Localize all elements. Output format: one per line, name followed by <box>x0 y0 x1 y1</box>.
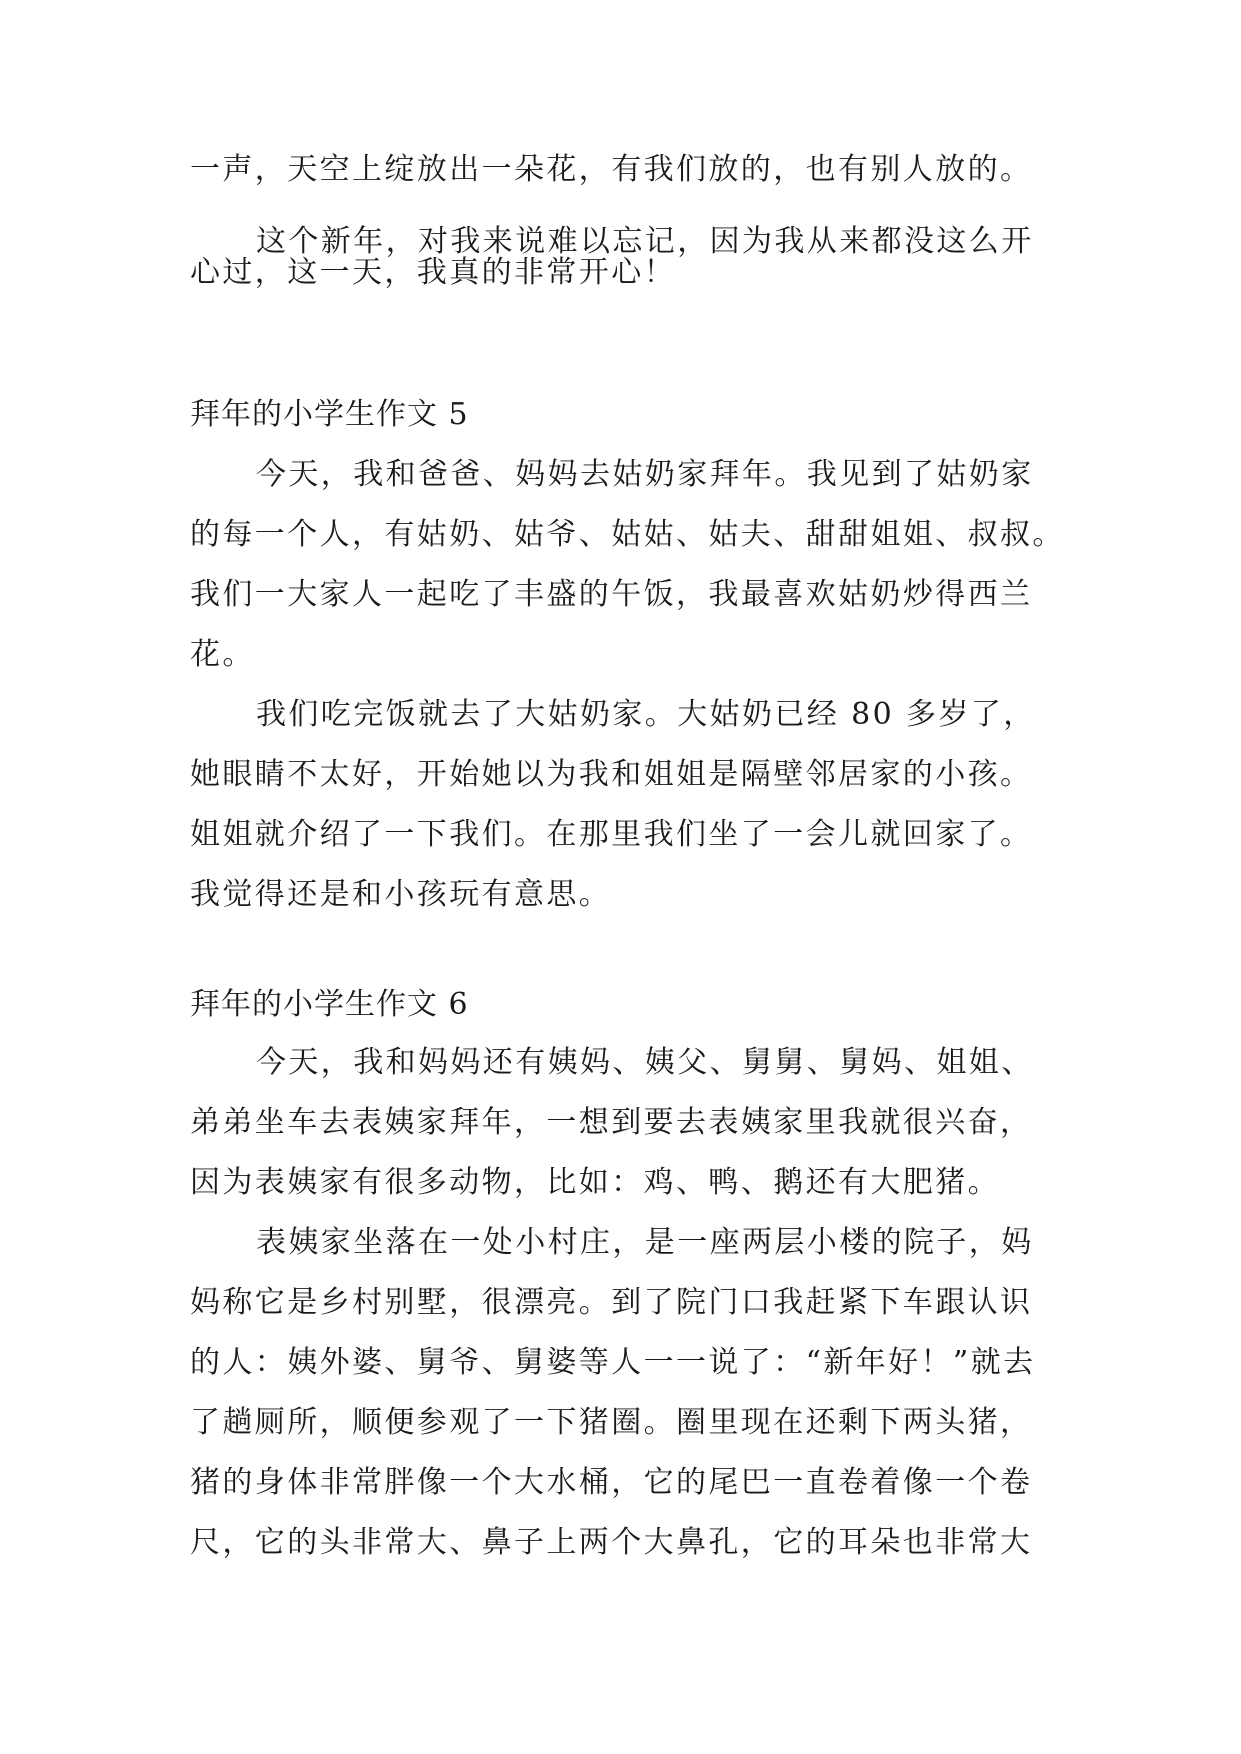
text-line: 妈称它是乡村别墅，很漂亮。到了院门口我赶紧下车跟认识 <box>190 1285 1033 1320</box>
paragraph-start-line: 这个新年，对我来说难以忘记，因为我从来都没这么开 <box>256 224 1034 259</box>
text-line: 猪的身体非常胖像一个大水桶，它的尾巴一直卷着像一个卷 <box>190 1465 1033 1500</box>
text-line: 我觉得还是和小孩玩有意思。 <box>190 877 612 912</box>
text-line: 心过，这一天，我真的非常开心！ <box>190 255 676 290</box>
paragraph-start-line: 今天，我和爸爸、妈妈去姑奶家拜年。我见到了姑奶家 <box>256 457 1034 492</box>
text-line: 的人：姨外婆、舅爷、舅婆等人一一说了：“新年好！”就去 <box>190 1345 1036 1380</box>
text-line: 因为表姨家有很多动物，比如：鸡、鸭、鹅还有大肥猪。 <box>190 1165 1000 1200</box>
paragraph-start-line: 我们吃完饭就去了大姑奶家。大姑奶已经 80 多岁了， <box>256 697 1036 732</box>
paragraph-start-line: 今天，我和妈妈还有姨妈、姨父、舅舅、舅妈、姐姐、 <box>256 1045 1034 1080</box>
text-line: 了趟厕所，顺便参观了一下猪圈。圈里现在还剩下两头猪， <box>190 1405 1033 1440</box>
text-line: 弟弟坐车去表姨家拜年，一想到要去表姨家里我就很兴奋， <box>190 1105 1033 1140</box>
section-heading: 拜年的小学生作文 5 <box>190 397 469 432</box>
text-line: 花。 <box>190 637 255 672</box>
text-line: 的每一个人，有姑奶、姑爷、姑姑、姑夫、甜甜姐姐、叔叔。 <box>190 517 1065 552</box>
paragraph-start-line: 表姨家坐落在一处小村庄，是一座两层小楼的院子，妈 <box>256 1225 1034 1260</box>
text-line: 一声，天空上绽放出一朵花，有我们放的，也有别人放的。 <box>190 152 1033 187</box>
text-line: 她眼睛不太好，开始她以为我和姐姐是隔壁邻居家的小孩。 <box>190 757 1033 792</box>
text-line: 我们一大家人一起吃了丰盛的午饭，我最喜欢姑奶炒得西兰 <box>190 577 1033 612</box>
section-heading: 拜年的小学生作文 6 <box>190 987 469 1022</box>
text-line: 尺，它的头非常大、鼻子上两个大鼻孔，它的耳朵也非常大 <box>190 1525 1033 1560</box>
text-line: 姐姐就介绍了一下我们。在那里我们坐了一会儿就回家了。 <box>190 817 1033 852</box>
